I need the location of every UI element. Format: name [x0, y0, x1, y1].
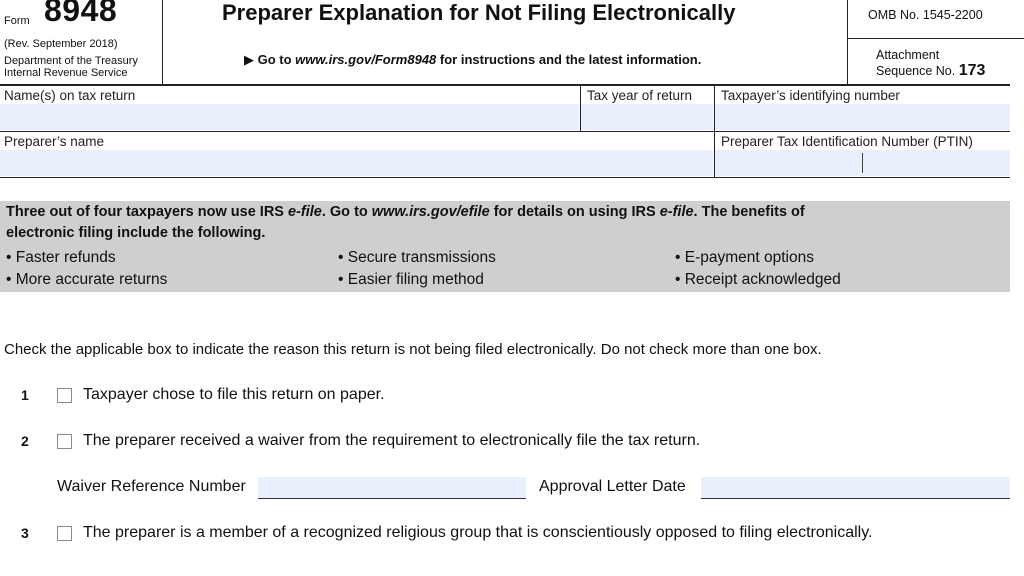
form-number: 8948	[44, 0, 118, 28]
omb-number: OMB No. 1545-2200	[868, 8, 983, 22]
preparer-name-label: Preparer’s name	[4, 134, 105, 149]
benefit-item: • Receipt acknowledged	[675, 271, 841, 288]
item-text: Taxpayer chose to file this return on paper.	[83, 386, 385, 403]
banner-efile-link[interactable]: www.irs.gov/efile	[371, 204, 490, 220]
goto-link[interactable]: www.irs.gov/Form8948	[295, 52, 437, 67]
banner-text-b: . Go to	[321, 204, 372, 220]
names-input[interactable]	[0, 104, 579, 130]
preparer-name-input[interactable]	[0, 150, 713, 176]
approval-letter-date-label: Approval Letter Date	[539, 478, 686, 495]
item-number: 2	[21, 433, 29, 449]
form-word: Form	[4, 15, 30, 27]
ptin-label: Preparer Tax Identification Number (PTIN)	[721, 134, 973, 149]
benefit-item: • Secure transmissions	[338, 249, 496, 266]
goto-instructions	[244, 52, 701, 68]
attachment-label: Attachment	[876, 48, 940, 62]
page-title: Preparer Explanation for Not Filing Electronically	[222, 0, 736, 25]
service: Internal Revenue Service	[4, 67, 128, 79]
tax-year-input[interactable]	[581, 104, 713, 130]
banner-text-a: Three out of four taxpayers now use IRS	[6, 204, 288, 220]
benefit-item: • Faster refunds	[6, 249, 116, 266]
goto-prefix: ▶ Go to	[244, 52, 296, 67]
sequence-label: Sequence No.	[876, 64, 956, 78]
checkbox-item-3[interactable]	[57, 526, 72, 541]
banner-text-c: for details on using IRS	[489, 204, 660, 220]
sequence-number	[876, 62, 985, 80]
instructions-text: Check the applicable box to indicate the reason this return is not being filed electronically. Do not check more than one box.	[4, 341, 822, 358]
item-number: 3	[21, 525, 29, 541]
item-text: The preparer is a member of a recognized religious group that is conscientiously opposed to filing electronically.	[83, 524, 873, 541]
banner-line-2: electronic filing include the following.	[6, 225, 266, 241]
waiver-reference-input[interactable]	[258, 477, 526, 499]
benefit-item: • More accurate returns	[6, 271, 168, 288]
sequence-value: 173	[958, 62, 986, 79]
benefit-item: • E-payment options	[675, 249, 814, 266]
tax-year-label: Tax year of return	[587, 88, 693, 103]
ptin-text-cursor	[862, 153, 863, 173]
taxpayer-id-label: Taxpayer’s identifying number	[721, 88, 900, 103]
banner-text-d: . The benefits of	[693, 204, 805, 220]
banner-line-1	[6, 204, 805, 220]
banner-efile-2: e-file	[659, 204, 694, 220]
checkbox-item-2[interactable]	[57, 434, 72, 449]
goto-suffix: for instructions and the latest information.	[436, 52, 702, 67]
department: Department of the Treasury	[4, 55, 138, 67]
benefit-item: • Easier filing method	[338, 271, 484, 288]
form-revision: (Rev. September 2018)	[4, 38, 118, 50]
banner-efile-1: e-file	[288, 204, 322, 220]
taxpayer-id-input[interactable]	[715, 104, 1010, 130]
approval-letter-date-input[interactable]	[701, 477, 1010, 499]
checkbox-item-1[interactable]	[57, 388, 72, 403]
item-number: 1	[21, 387, 29, 403]
waiver-reference-label: Waiver Reference Number	[57, 478, 246, 495]
names-label: Name(s) on tax return	[4, 88, 136, 103]
item-text: The preparer received a waiver from the requirement to electronically file the tax return.	[83, 432, 701, 449]
